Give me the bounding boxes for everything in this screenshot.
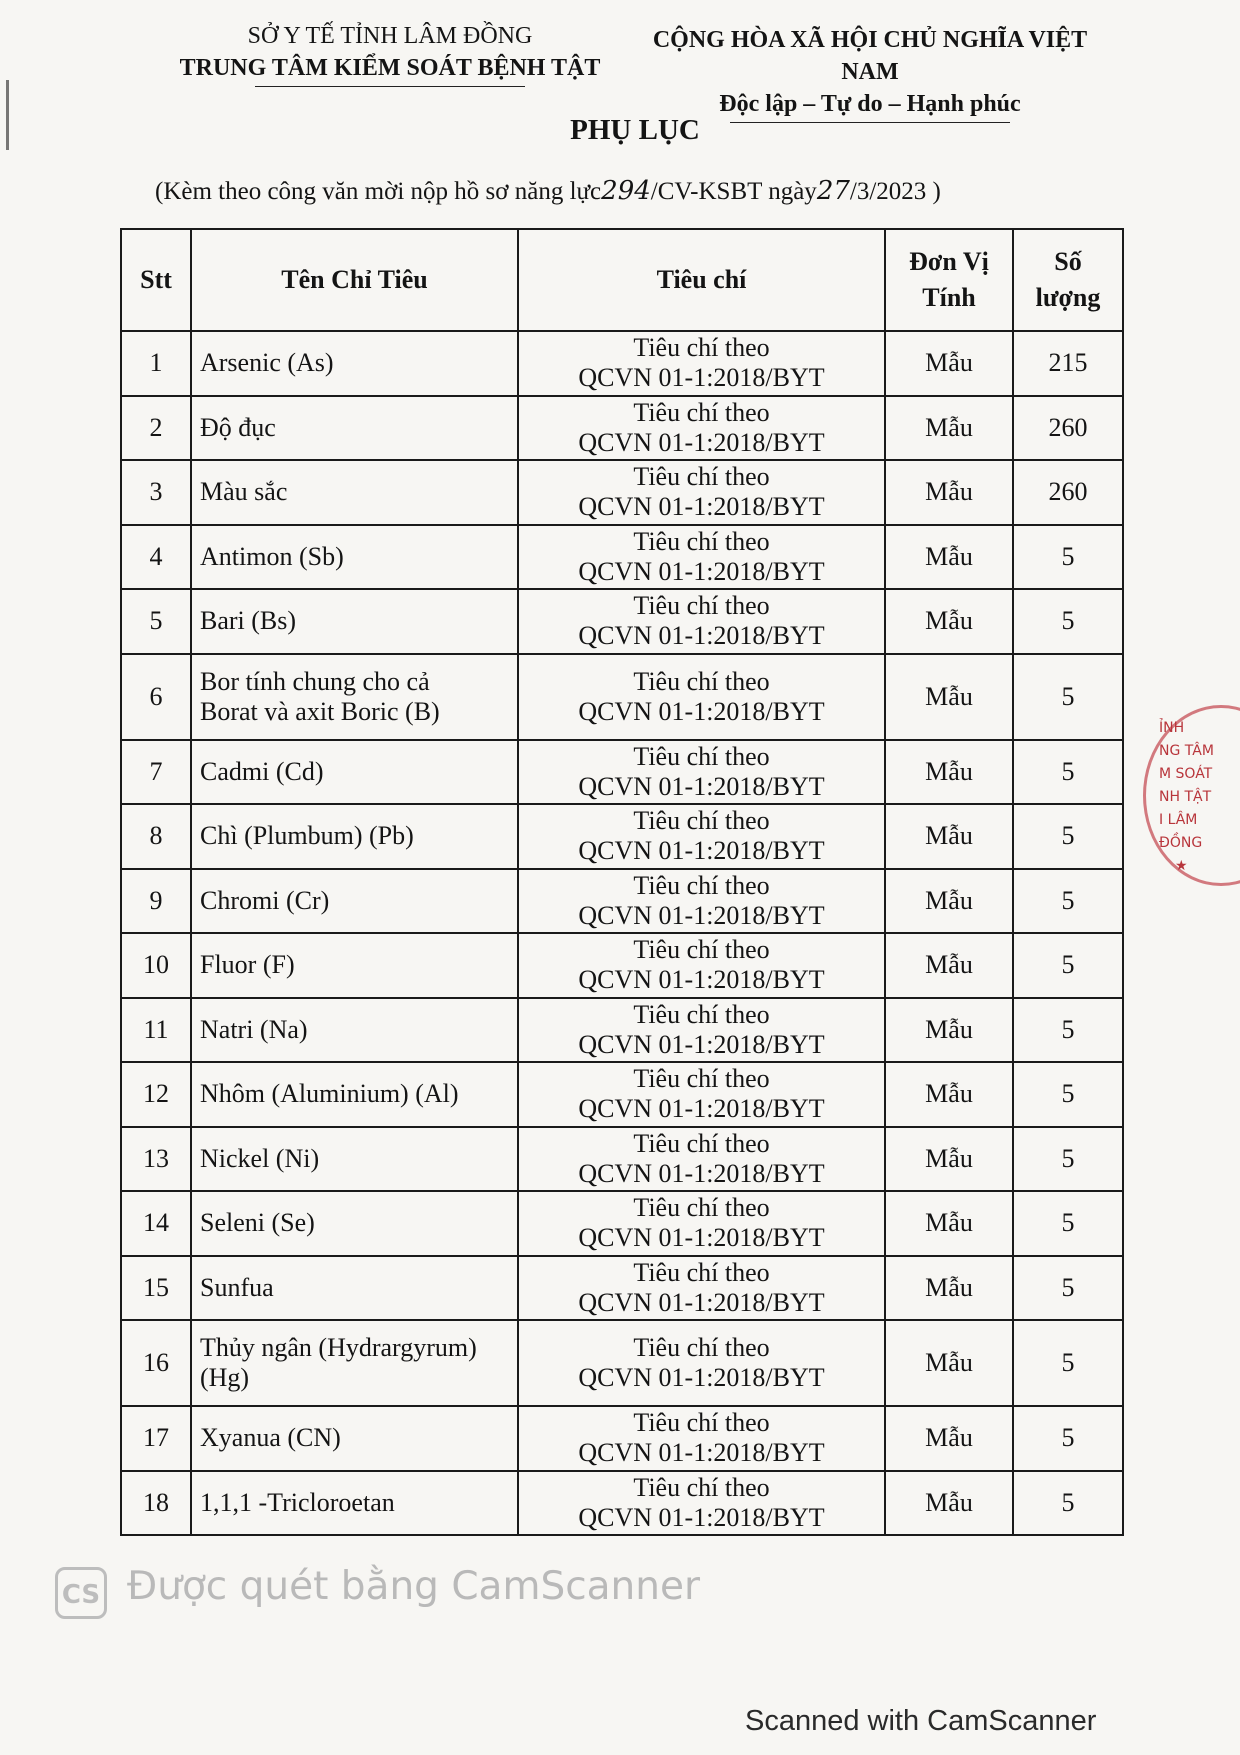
indicator-name-line2: Borat và axit Boric (B) xyxy=(200,696,440,726)
criteria-line2: QCVN 01-1:2018/BYT xyxy=(578,1438,825,1468)
indicator-name xyxy=(191,804,518,869)
row-stt: 4 xyxy=(121,525,191,590)
criteria-line1: Tiêu chí theo xyxy=(633,1064,770,1094)
scan-watermark: Được quét bằng CamScanner xyxy=(127,1564,701,1609)
quantity-cell: 5 xyxy=(1013,1320,1123,1406)
criteria-line1: Tiêu chí theo xyxy=(633,1257,770,1287)
criteria-line2: QCVN 01-1:2018/BYT xyxy=(578,696,825,726)
header-quantity xyxy=(1013,229,1123,331)
indicator-name xyxy=(191,869,518,934)
table-row xyxy=(121,460,1123,525)
row-stt: 11 xyxy=(121,998,191,1063)
criteria-cell xyxy=(518,525,885,590)
indicator-name-text: Chì (Plumbum) (Pb) xyxy=(200,821,414,851)
indicator-name-text: 1,1,1 -Tricloroetan xyxy=(200,1487,395,1517)
unit-cell: Mẫu xyxy=(885,740,1013,805)
quantity-cell: 5 xyxy=(1013,804,1123,869)
criteria-line1: Tiêu chí theo xyxy=(633,1193,770,1223)
header-qty-line2: lượng xyxy=(1035,283,1101,312)
table-row xyxy=(121,869,1123,934)
unit-cell: Mẫu xyxy=(885,654,1013,740)
indicator-name xyxy=(191,1471,518,1536)
scan-footer: Scanned with CamScanner xyxy=(745,1705,1097,1737)
agency-parent: SỞ Y TẾ TỈNH LÂM ĐỒNG xyxy=(247,23,533,49)
unit-cell: Mẫu xyxy=(885,998,1013,1063)
header-name: Tên Chỉ Tiêu xyxy=(191,229,518,331)
indicator-name-text: Nhôm (Aluminium) (Al) xyxy=(200,1079,459,1109)
seal-line: NG TÂM xyxy=(1159,743,1214,759)
unit-cell: Mẫu xyxy=(885,1320,1013,1406)
unit-cell: Mẫu xyxy=(885,331,1013,396)
indicator-name-text: Độ đục xyxy=(200,412,276,442)
row-stt: 5 xyxy=(121,589,191,654)
table-row xyxy=(121,1256,1123,1321)
indicator-name-text: Antimon (Sb) xyxy=(200,541,344,571)
criteria-line1: Tiêu chí theo xyxy=(633,1128,770,1158)
indicator-name xyxy=(191,1062,518,1127)
quantity-cell: 5 xyxy=(1013,654,1123,740)
indicator-name xyxy=(191,460,518,525)
criteria-line2: QCVN 01-1:2018/BYT xyxy=(578,1158,825,1188)
header-unit xyxy=(885,229,1013,331)
indicator-name-text: Arsenic (As) xyxy=(200,348,334,378)
criteria-table xyxy=(120,228,1124,1536)
criteria-line2: QCVN 01-1:2018/BYT xyxy=(578,1502,825,1532)
indicator-name xyxy=(191,1320,518,1406)
table-row xyxy=(121,1191,1123,1256)
indicator-name xyxy=(191,331,518,396)
criteria-line2: QCVN 01-1:2018/BYT xyxy=(578,1287,825,1317)
criteria-line2: QCVN 01-1:2018/BYT xyxy=(578,556,825,586)
criteria-cell xyxy=(518,933,885,998)
indicator-name-text: Cadmi (Cd) xyxy=(200,756,324,786)
seal-text xyxy=(1159,717,1238,878)
criteria-line1: Tiêu chí theo xyxy=(633,741,770,771)
criteria-line2: QCVN 01-1:2018/BYT xyxy=(578,427,825,457)
unit-cell: Mẫu xyxy=(885,1191,1013,1256)
criteria-cell xyxy=(518,1062,885,1127)
unit-cell: Mẫu xyxy=(885,1256,1013,1321)
agency-name: TRUNG TÂM KIỂM SOÁT BỆNH TẬT xyxy=(179,55,601,81)
official-seal xyxy=(1143,705,1238,880)
row-stt: 15 xyxy=(121,1256,191,1321)
table-row xyxy=(121,740,1123,805)
seal-line: M SOÁT xyxy=(1159,766,1213,782)
indicator-name-text: Seleni (Se) xyxy=(200,1208,315,1238)
indicator-name-text: Chromi (Cr) xyxy=(200,885,330,915)
criteria-line1: Tiêu chí theo xyxy=(633,333,770,363)
quantity-cell: 5 xyxy=(1013,589,1123,654)
row-stt: 8 xyxy=(121,804,191,869)
criteria-line2: QCVN 01-1:2018/BYT xyxy=(578,900,825,930)
indicator-name xyxy=(191,933,518,998)
unit-cell: Mẫu xyxy=(885,804,1013,869)
criteria-cell xyxy=(518,589,885,654)
quantity-cell: 260 xyxy=(1013,396,1123,461)
quantity-cell: 5 xyxy=(1013,1062,1123,1127)
country-name: CỘNG HÒA XÃ HỘI CHỦ NGHĨA VIỆT NAM xyxy=(652,27,1088,85)
table-row xyxy=(121,396,1123,461)
row-stt: 2 xyxy=(121,396,191,461)
indicator-name-text: Màu sắc xyxy=(200,477,288,507)
indicator-name xyxy=(191,396,518,461)
row-stt: 3 xyxy=(121,460,191,525)
unit-cell: Mẫu xyxy=(885,1062,1013,1127)
criteria-line2: QCVN 01-1:2018/BYT xyxy=(578,1363,825,1392)
table-row xyxy=(121,1406,1123,1471)
subtitle-prefix: (Kèm theo công văn mời nộp hồ sơ năng lực xyxy=(155,178,602,205)
table-row xyxy=(121,654,1123,740)
table-row xyxy=(121,1320,1123,1406)
criteria-line1: Tiêu chí theo xyxy=(633,806,770,836)
national-motto xyxy=(625,24,1115,123)
indicator-name xyxy=(191,654,518,740)
criteria-line2: QCVN 01-1:2018/BYT xyxy=(578,492,825,522)
criteria-cell xyxy=(518,1256,885,1321)
camscanner-logo-icon: CS xyxy=(55,1567,107,1619)
criteria-line1: Tiêu chí theo xyxy=(633,666,770,696)
criteria-line1: Tiêu chí theo xyxy=(633,462,770,492)
row-stt: 6 xyxy=(121,654,191,740)
table-row xyxy=(121,998,1123,1063)
agency-underline xyxy=(255,86,525,87)
row-stt: 18 xyxy=(121,1471,191,1536)
indicator-name xyxy=(191,1191,518,1256)
header-unit-line2: Tính xyxy=(922,283,976,312)
criteria-line2: QCVN 01-1:2018/BYT xyxy=(578,1094,825,1124)
row-stt: 14 xyxy=(121,1191,191,1256)
seal-line: NH TẬT xyxy=(1159,789,1212,805)
row-stt: 12 xyxy=(121,1062,191,1127)
unit-cell: Mẫu xyxy=(885,1406,1013,1471)
criteria-line2: QCVN 01-1:2018/BYT xyxy=(578,621,825,651)
row-stt: 7 xyxy=(121,740,191,805)
criteria-line2: QCVN 01-1:2018/BYT xyxy=(578,771,825,801)
criteria-cell xyxy=(518,804,885,869)
criteria-cell xyxy=(518,396,885,461)
criteria-line1: Tiêu chí theo xyxy=(633,591,770,621)
criteria-line1: Tiêu chí theo xyxy=(633,397,770,427)
subtitle-middle: /CV-KSBT ngày xyxy=(650,178,817,205)
criteria-line2: QCVN 01-1:2018/BYT xyxy=(578,1029,825,1059)
row-stt: 10 xyxy=(121,933,191,998)
seal-star-icon: ★ xyxy=(1175,858,1188,874)
header-qty-line1: Số xyxy=(1054,247,1082,276)
indicator-name-line2: (Hg) xyxy=(200,1363,250,1392)
criteria-line1: Tiêu chí theo xyxy=(633,1472,770,1502)
indicator-name-text: Bari (Bs) xyxy=(200,606,297,636)
subtitle xyxy=(155,176,941,206)
header-unit-line1: Đơn Vị xyxy=(909,247,989,276)
indicator-name xyxy=(191,998,518,1063)
criteria-line1: Tiêu chí theo xyxy=(633,999,770,1029)
motto: Độc lập – Tự do – Hạnh phúc xyxy=(719,91,1021,117)
criteria-line1: Tiêu chí theo xyxy=(633,1408,770,1438)
criteria-line2: QCVN 01-1:2018/BYT xyxy=(578,363,825,393)
unit-cell: Mẫu xyxy=(885,396,1013,461)
indicator-name xyxy=(191,740,518,805)
criteria-line2: QCVN 01-1:2018/BYT xyxy=(578,1223,825,1253)
table-header-row xyxy=(121,229,1123,331)
quantity-cell: 260 xyxy=(1013,460,1123,525)
table-row xyxy=(121,331,1123,396)
quantity-cell: 5 xyxy=(1013,1127,1123,1192)
indicator-name-text: Natri (Na) xyxy=(200,1014,308,1044)
seal-line: ỈNH xyxy=(1159,720,1185,736)
unit-cell: Mẫu xyxy=(885,1127,1013,1192)
indicator-name-text: Sunfua xyxy=(200,1272,274,1302)
criteria-cell xyxy=(518,460,885,525)
criteria-cell xyxy=(518,331,885,396)
row-stt: 9 xyxy=(121,869,191,934)
quantity-cell: 5 xyxy=(1013,1406,1123,1471)
criteria-line2: QCVN 01-1:2018/BYT xyxy=(578,836,825,866)
quantity-cell: 215 xyxy=(1013,331,1123,396)
criteria-cell xyxy=(518,1320,885,1406)
row-stt: 1 xyxy=(121,331,191,396)
criteria-cell xyxy=(518,740,885,805)
unit-cell: Mẫu xyxy=(885,525,1013,590)
unit-cell: Mẫu xyxy=(885,869,1013,934)
seal-line: I LÂM ĐỒNG xyxy=(1159,812,1203,851)
unit-cell: Mẫu xyxy=(885,460,1013,525)
indicator-name-line1: Thủy ngân (Hydrargyrum) xyxy=(200,1333,477,1362)
indicator-name xyxy=(191,1127,518,1192)
page-title: PHỤ LỤC xyxy=(570,114,700,146)
indicator-name xyxy=(191,1406,518,1471)
criteria-line1: Tiêu chí theo xyxy=(633,1333,770,1362)
indicator-name xyxy=(191,589,518,654)
quantity-cell: 5 xyxy=(1013,998,1123,1063)
unit-cell: Mẫu xyxy=(885,1471,1013,1536)
quantity-cell: 5 xyxy=(1013,1191,1123,1256)
row-stt: 16 xyxy=(121,1320,191,1406)
criteria-cell xyxy=(518,1471,885,1536)
table-row xyxy=(121,1471,1123,1536)
table-row xyxy=(121,1127,1123,1192)
criteria-cell xyxy=(518,869,885,934)
criteria-cell xyxy=(518,654,885,740)
table-row xyxy=(121,804,1123,869)
indicator-name-text: Nickel (Ni) xyxy=(200,1143,320,1173)
criteria-cell xyxy=(518,1127,885,1192)
criteria-cell xyxy=(518,998,885,1063)
quantity-cell: 5 xyxy=(1013,1256,1123,1321)
indicator-name-line1: Bor tính chung cho cả xyxy=(200,666,430,696)
doc-day: 27 xyxy=(816,176,850,206)
table-row xyxy=(121,1062,1123,1127)
subtitle-suffix: /3/2023 ) xyxy=(849,178,941,205)
indicator-name xyxy=(191,525,518,590)
criteria-line2: QCVN 01-1:2018/BYT xyxy=(578,965,825,995)
unit-cell: Mẫu xyxy=(885,933,1013,998)
criteria-cell xyxy=(518,1191,885,1256)
quantity-cell: 5 xyxy=(1013,525,1123,590)
criteria-line1: Tiêu chí theo xyxy=(633,870,770,900)
table-row xyxy=(121,525,1123,590)
header-stt: Stt xyxy=(121,229,191,331)
indicator-name xyxy=(191,1256,518,1321)
criteria-cell xyxy=(518,1406,885,1471)
unit-cell: Mẫu xyxy=(885,589,1013,654)
doc-number: 294 xyxy=(601,176,651,206)
quantity-cell: 5 xyxy=(1013,1471,1123,1536)
table-row xyxy=(121,933,1123,998)
header-criteria: Tiêu chí xyxy=(518,229,885,331)
quantity-cell: 5 xyxy=(1013,933,1123,998)
criteria-line1: Tiêu chí theo xyxy=(633,935,770,965)
indicator-name-text: Xyanua (CN) xyxy=(200,1423,341,1453)
row-stt: 17 xyxy=(121,1406,191,1471)
criteria-line1: Tiêu chí theo xyxy=(633,526,770,556)
indicator-name-text: Fluor (F) xyxy=(200,950,295,980)
quantity-cell: 5 xyxy=(1013,740,1123,805)
agency-header xyxy=(170,20,610,87)
table-row xyxy=(121,589,1123,654)
quantity-cell: 5 xyxy=(1013,869,1123,934)
row-stt: 13 xyxy=(121,1127,191,1192)
